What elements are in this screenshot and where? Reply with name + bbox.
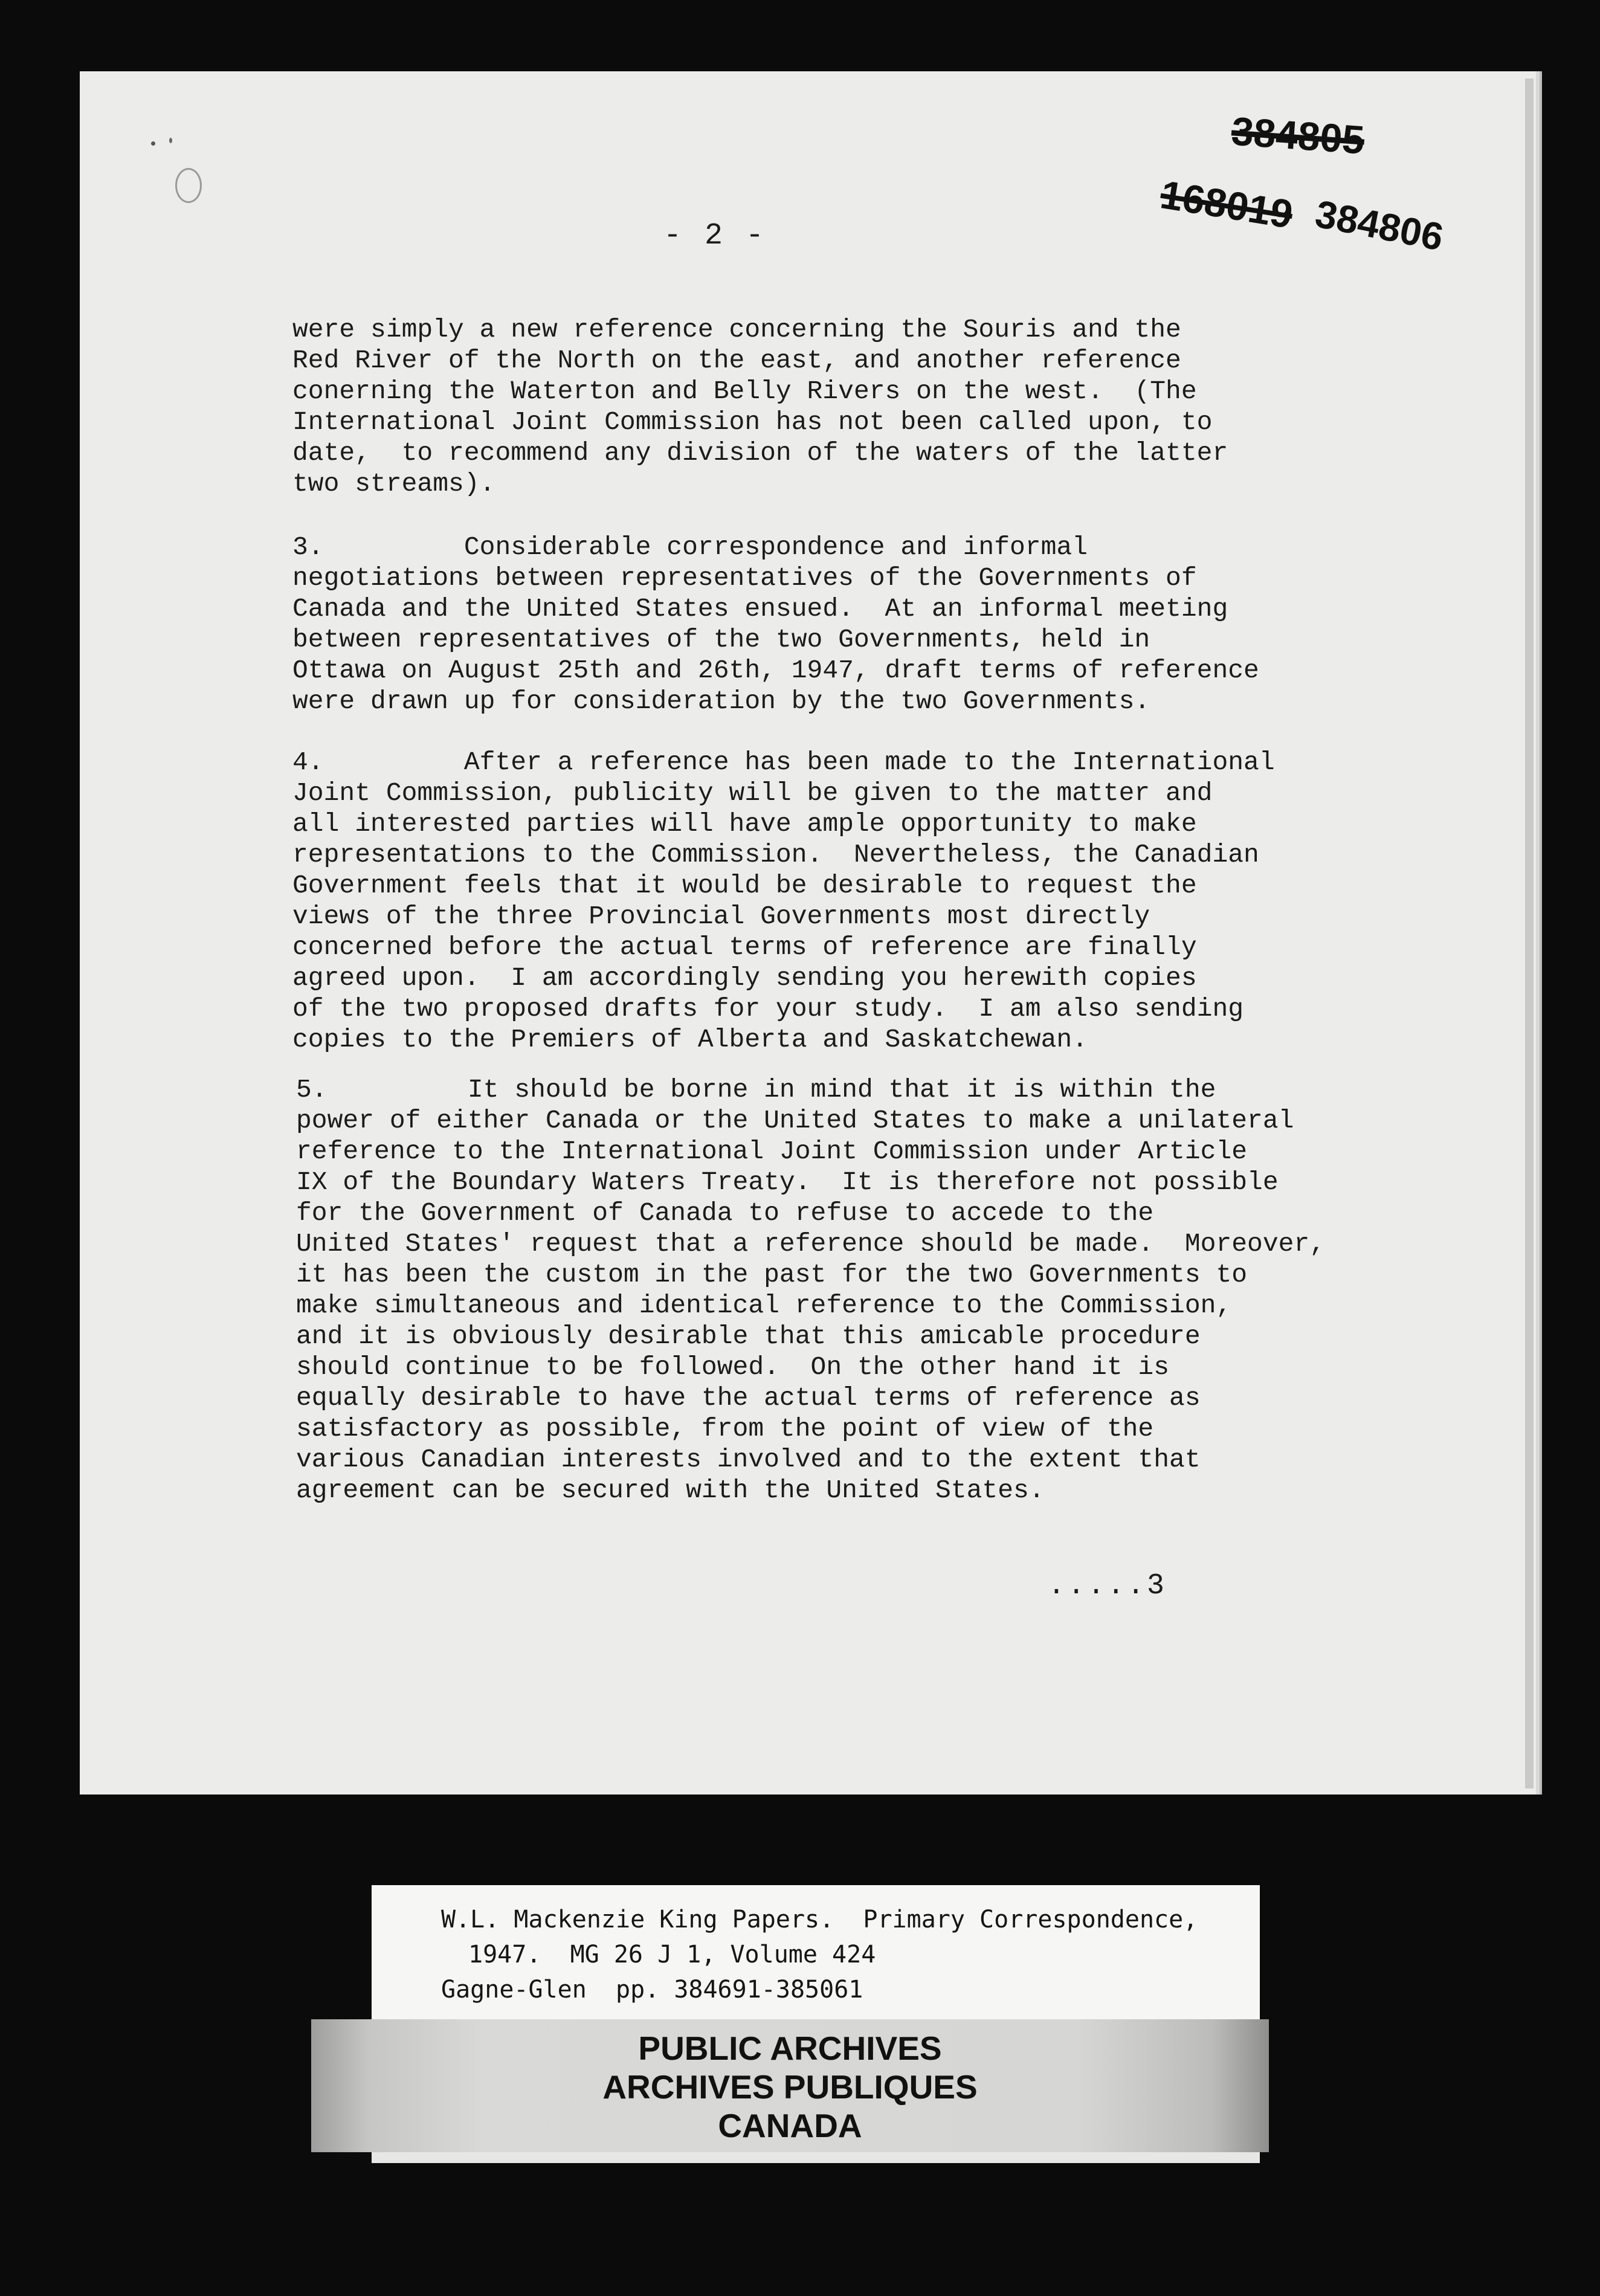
archives-line-1: PUBLIC ARCHIVES (638, 2030, 942, 2067)
paragraph-3: 3. Considerable correspondence and informal negotiations between representatives of the Governments of Canada and the United States ensued. At an informal meeting between representatives of the two Governments, held in Ottawa on August 25th and 26th, 1947, draft terms of reference were drawn up for consideration by the two Governments. (292, 532, 1259, 716)
paper-edge (1525, 79, 1534, 1788)
archives-line-2: ARCHIVES PUBLIQUES (602, 2068, 978, 2106)
label-strip (372, 2152, 1260, 2163)
scan-ring-mark (175, 168, 202, 203)
reference-line-2: 1947. MG 26 J 1, Volume 424 (468, 1941, 876, 1969)
reference-line-3: Gagne-Glen pp. 384691-385061 (441, 1976, 863, 2004)
page-number: - 2 - (663, 219, 767, 253)
reference-line-1: W.L. Mackenzie King Papers. Primary Correspondence, (441, 1906, 1198, 1933)
archives-line-3: CANADA (718, 2107, 862, 2144)
continuation-marker: .....3 (1048, 1570, 1167, 1602)
reference-card (372, 1885, 1260, 2030)
paragraph-continued: were simply a new reference concerning the Souris and the Red River of the North on the east, and another reference conerning the Waterton and Belly Rivers on the west. (The International Joint Commission has not been called upon, to date, to recommend any division of the waters of the latter two streams). (292, 315, 1228, 498)
paragraph-4: 4. After a reference has been made to the International Joint Commission, publicity will be given to the matter and all interested parties will have ample opportunity to make representations to the Commission. Nevertheless, the Canadian Government feels that it would be desirable to request the views of the three Provincial Governments most directly concerned before the actual terms of reference are finally agreed upon. I am accordingly sending you herewith copies of the two proposed drafts for your study. I am also sending copies to the Premiers of Alberta and Saskatchewan. (292, 747, 1275, 1054)
archives-label (311, 2019, 1269, 2152)
paragraph-5: 5. It should be borne in mind that it is within the power of either Canada or the United States to make a unilateral reference to the International Joint Commission under Article IX of the Boundary Waters Treaty. It is therefore not possible for the Government of Canada to refuse to accede to the United States' request that a reference should be made. Moreover, it has been the custom in the past for the two Governments to make simultaneous and identical reference to the Commission, and it is obviously desirable that this amicable procedure should continue to be followed. On the other hand it is equally desirable to have the actual terms of reference as satisfactory as possible, from the point of view of the various Canadian interests involved and to the extent that agreement can be secured with the United States. (296, 1075, 1326, 1505)
document-page (80, 71, 1536, 1795)
stamp-number: 384806 (1312, 192, 1447, 259)
scan-speck (169, 138, 172, 143)
scan-speck (151, 141, 155, 146)
struck-stamp-number-top: 384805 (1230, 108, 1366, 163)
struck-stamp-number: 168019 (1157, 172, 1296, 237)
